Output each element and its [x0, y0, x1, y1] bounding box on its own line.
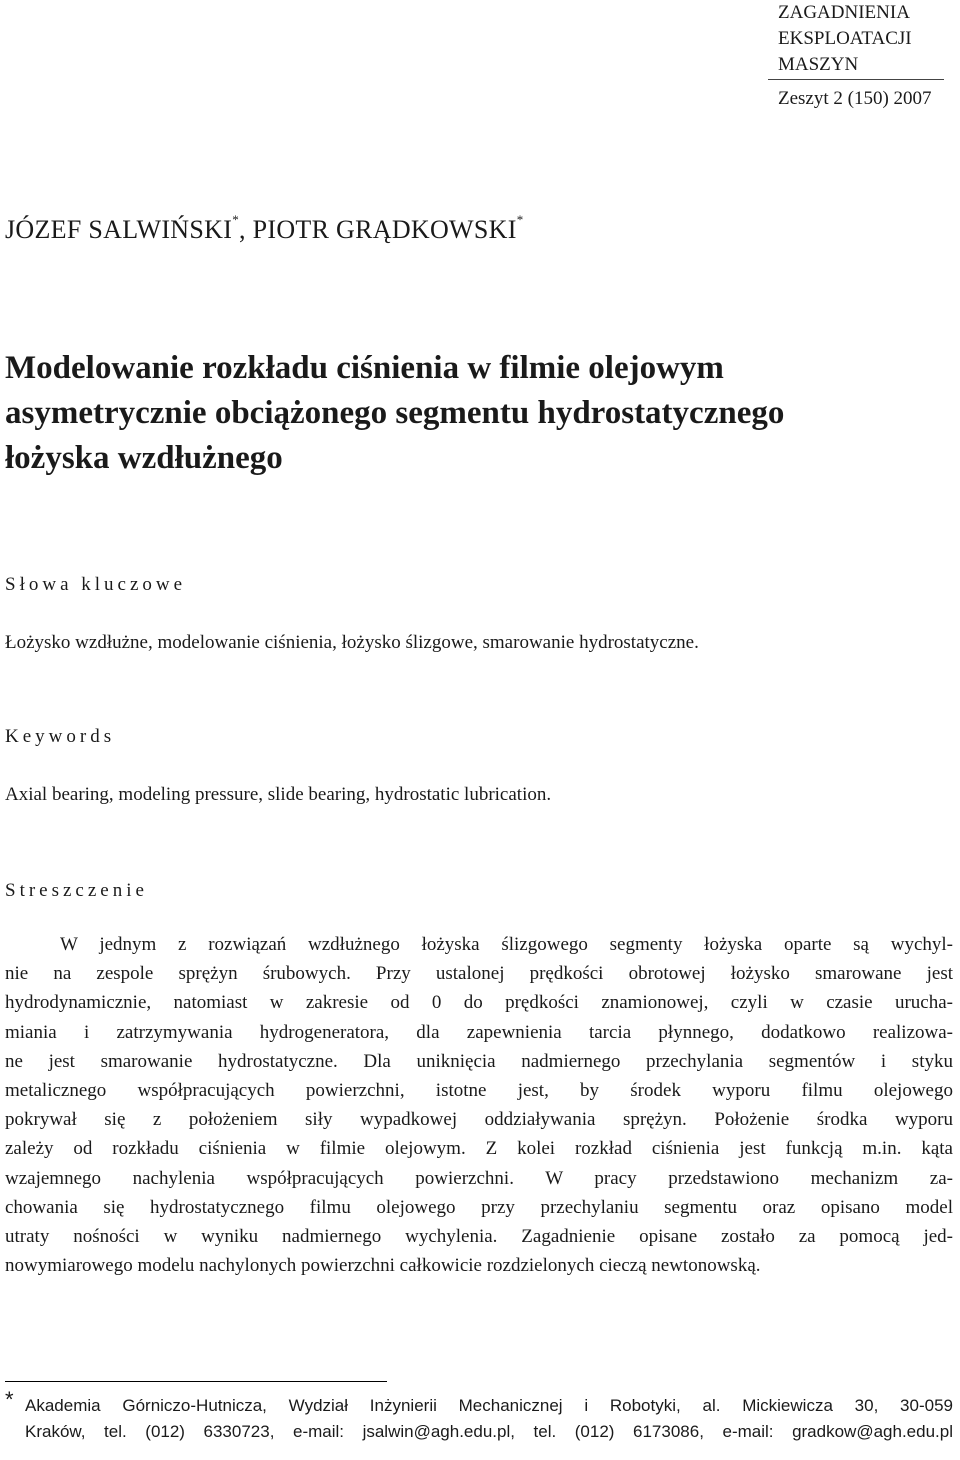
abstract-line: ne jest smarowanie hydrostatyczne. Dla uniknięcia nadmiernego przechylania segmentów i styku [5, 1050, 953, 1072]
title-line: łożyska wzdłużnego [5, 440, 283, 476]
abstract-body [5, 930, 953, 1280]
author-name: JÓZEF SALWIŃSKI [5, 215, 233, 244]
abstract-line: wzajemnego nachylenia współpracujących powierzchni. W pracy przedstawiono mechanizm za- [5, 1167, 953, 1189]
paper-title [5, 346, 945, 481]
footnote-divider [5, 1381, 387, 1382]
title-line: Modelowanie rozkładu ciśnienia w filmie olejowym [5, 350, 724, 386]
footnote-line: Akademia Górniczo-Hutnicza, Wydział Inżynierii Mechanicznej i Robotyki, al. Mickiewicza 30, 30-059 [25, 1396, 953, 1415]
footnote [5, 1387, 953, 1445]
abstract-heading: Streszczenie [5, 880, 148, 901]
journal-name-line-1: ZAGADNIENIA [778, 2, 910, 23]
journal-header [778, 0, 958, 112]
journal-name-line-3: MASZYN [778, 54, 859, 75]
footnote-mark: * [5, 1387, 14, 1412]
affiliation-mark: * [232, 212, 239, 227]
abstract-line: nie na zespole sprężyn śrubowych. Przy ustalonej prędkości obrotowej łożysko smarowane jest [5, 963, 953, 985]
footnote-line: Kraków, tel. (012) 6330723, e-mail: jsalwin@agh.edu.pl, tel. (012) 6173086, e-mail: gradkow@agh.edu.pl [25, 1422, 953, 1441]
abstract-line: nowymiarowego modelu nachylonych powierzchni całkowicie rozdzielonych cieczą newtonowską. [5, 1255, 761, 1277]
keywords-pl-text: Łożysko wzdłużne, modelowanie ciśnienia, łożysko ślizgowe, smarowanie hydrostatyczne. [5, 632, 699, 653]
journal-name-line-2: EKSPLOATACJI [778, 28, 912, 49]
abstract-line: W jednym z rozwiązań wzdłużnego łożyska ślizgowego segmenty łożyska oparte są wychyl- [60, 934, 953, 955]
abstract-line: utraty nośności w wyniku nadmiernego wychylenia. Zagadnienie opisane zostało za pomocą jed- [5, 1225, 953, 1247]
abstract-line: miania i zatrzymywania hydrogeneratora, dla zapewnienia tarcia płynnego, dodatkowo realizowa- [5, 1021, 953, 1043]
affiliation-mark: * [516, 212, 524, 227]
journal-issue: Zeszyt 2 (150) 2007 [778, 88, 932, 109]
keywords-en-heading: Keywords [5, 726, 116, 747]
abstract-line: pokrywał się z położeniem siły wypadkowej oddziaływania sprężyn. Położenie środka wyporu [5, 1109, 953, 1131]
abstract-line: zależy od rozkładu ciśnienia w filmie olejowym. Z kolei rozkład ciśnienia jest funkcją m.in. kąta [5, 1138, 953, 1160]
abstract-line: metalicznego współpracujących powierzchni, istotne jest, by środek wyporu filmu olejowego [5, 1079, 953, 1101]
author-name: PIOTR GRĄDKOWSKI [252, 215, 517, 244]
author-separator: , [239, 215, 253, 244]
keywords-en-text: Axial bearing, modeling pressure, slide bearing, hydrostatic lubrication. [5, 784, 552, 805]
title-line: asymetrycznie obciążonego segmentu hydrostatycznego [5, 395, 785, 431]
abstract-line: hydrodynamicznie, natomiast w zakresie od 0 do prędkości znamionowej, czyli w czasie urucha- [5, 992, 953, 1014]
journal-divider [768, 79, 944, 80]
abstract-line: chowania się hydrostatycznego filmu olejowego przy przechylaniu segmentu oraz opisano model [5, 1196, 953, 1218]
keywords-pl-heading: Słowa kluczowe [5, 574, 187, 595]
authors-line [5, 212, 524, 245]
